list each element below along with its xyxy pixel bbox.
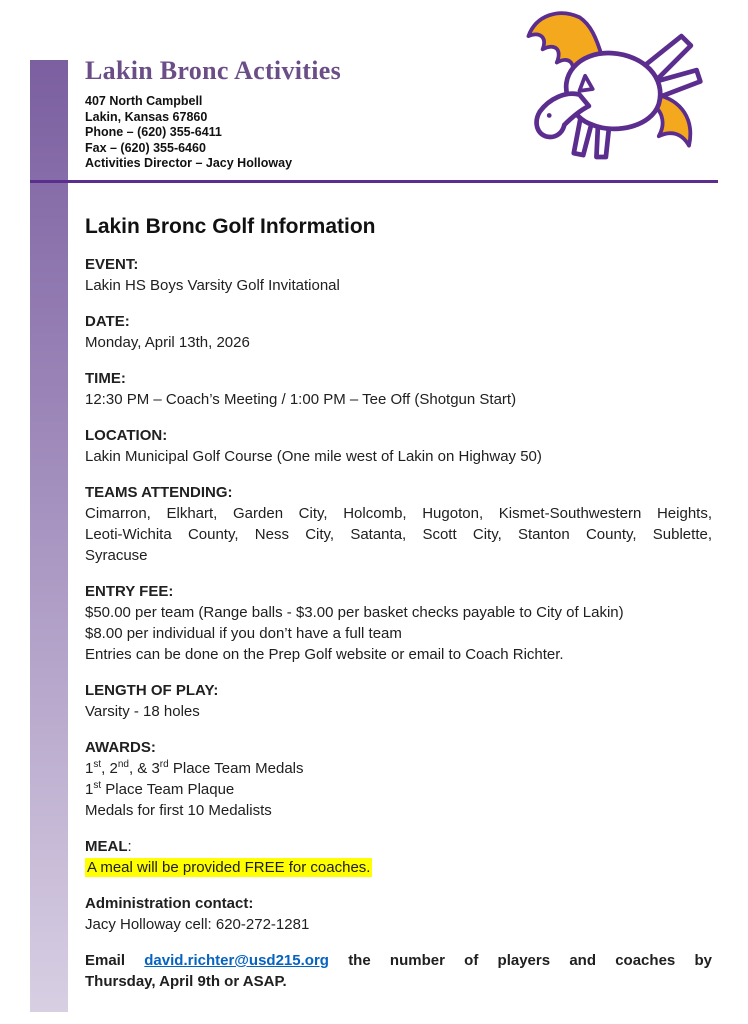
section-length-text: Varsity - 18 holes — [85, 703, 200, 720]
document-body — [85, 184, 712, 992]
section-date — [85, 311, 712, 353]
section-event — [85, 254, 712, 296]
phone-line: Phone – (620) 355-6411 — [85, 125, 222, 139]
section-date-label: DATE: — [85, 313, 130, 330]
section-event-label: EVENT: — [85, 256, 139, 273]
section-length-label: LENGTH OF PLAY: — [85, 682, 219, 699]
footer-line-2: Thursday, April 9th or ASAP. — [85, 973, 287, 990]
entry-fee-line-2: $8.00 per individual if you don’t have a full team — [85, 625, 402, 642]
address-street-line: 407 North Campbell — [85, 94, 203, 108]
email-link[interactable]: david.richter@usd215.org — [144, 952, 329, 969]
director-line: Activities Director – Jacy Holloway — [85, 156, 293, 170]
meal-highlighted-text: A meal will be provided FREE for coaches. — [87, 859, 371, 876]
meal-highlight-line — [85, 857, 712, 878]
footer-line-1 — [85, 950, 712, 971]
bucking-bronco-mascot-icon — [496, 4, 712, 174]
section-time-label: TIME: — [85, 370, 126, 387]
section-time-text: 12:30 PM – Coach’s Meeting / 1:00 PM – Tee Off (Shotgun Start) — [85, 391, 517, 408]
section-entry-fee — [85, 581, 712, 665]
section-awards-label: AWARDS: — [85, 739, 156, 756]
admin-contact-text: Jacy Holloway cell: 620-272-1281 — [85, 916, 310, 933]
document-title: Lakin Bronc Golf Information — [85, 215, 376, 238]
left-accent-bar — [30, 60, 68, 1012]
section-location-label: LOCATION: — [85, 427, 168, 444]
entry-fee-line-3: Entries can be done on the Prep Golf website or email to Coach Richter. — [85, 646, 564, 663]
letterhead — [85, 56, 341, 172]
teams-line-1: Cimarron, Elkhart, Garden City, Holcomb, Hugoton, Kismet-Southwestern Heights, — [85, 505, 712, 522]
section-entry-fee-label: ENTRY FEE: — [85, 583, 174, 600]
footer-note — [85, 950, 712, 992]
header-divider — [30, 180, 718, 183]
section-event-text: Lakin HS Boys Varsity Golf Invitational — [85, 277, 340, 294]
section-date-text: Monday, April 13th, 2026 — [85, 334, 250, 351]
awards-line-medals: 1st, 2nd, & 3rd Place Team Medals — [85, 759, 304, 777]
org-name: Lakin Bronc Activities — [85, 56, 342, 85]
footer-rest-text: the number of players and coaches by — [348, 952, 712, 969]
fax-line: Fax – (620) 355-6460 — [85, 140, 206, 155]
footer-lead-text: Email — [85, 952, 126, 969]
address-city-line: Lakin, Kansas 67860 — [85, 109, 208, 124]
entry-fee-line-1: $50.00 per team (Range balls - $3.00 per basket checks payable to City of Lakin) — [85, 604, 624, 621]
section-time — [85, 368, 712, 410]
section-meal — [85, 836, 712, 878]
section-teams-label: TEAMS ATTENDING: — [85, 484, 233, 501]
section-location — [85, 425, 712, 467]
awards-line-medalists: Medals for first 10 Medalists — [85, 802, 272, 819]
section-length-of-play — [85, 680, 712, 722]
section-teams-attending — [85, 482, 712, 566]
section-location-text: Lakin Municipal Golf Course (One mile west of Lakin on Highway 50) — [85, 448, 542, 465]
teams-line-2: Leoti-Wichita County, Ness City, Satanta, Scott City, Stanton County, Sublette, — [85, 526, 712, 543]
section-awards — [85, 737, 712, 821]
teams-line-3: Syracuse — [85, 547, 148, 564]
section-meal-label: MEAL: — [85, 838, 132, 855]
section-admin-contact — [85, 893, 712, 935]
awards-line-plaque: 1st Place Team Plaque — [85, 780, 235, 798]
admin-contact-label: Administration contact: — [85, 895, 254, 912]
